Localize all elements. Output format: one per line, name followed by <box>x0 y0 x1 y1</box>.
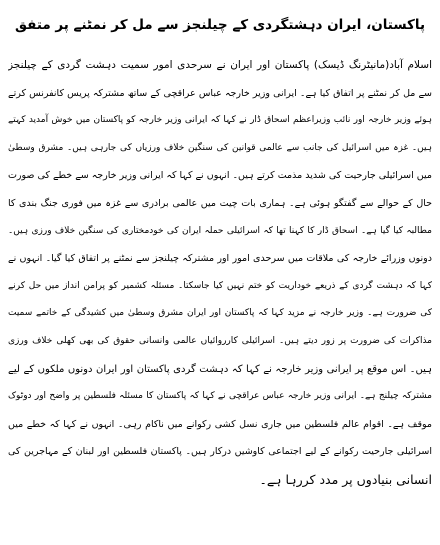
article-line: مشترکہ چیلنج ہے۔ ایرانی وزیر خارجہ عباس عراقچی نے کہا کہ پاکستان کا مسئلہ فلسطین پر واضح اور دوٹوک <box>8 391 432 402</box>
article-line: اسلام آباد(مانیٹرنگ ڈیسک) پاکستان اور ایران نے سرحدی امور سمیت دہشت گردی کے چیلنجز <box>8 59 432 71</box>
article-line: مذاکرات کی ضرورت پر زور دیتے ہیں۔ اسرائیلی کارروائیاں عالمی وانسانی حقوق کی بھی کھلی خلاف ورزی <box>8 335 432 346</box>
article-line: دونوں وزرائے خارجہ کی ملاقات میں سرحدی امور اور مشترکہ چیلنجز سے نمٹنے پر اتفاق کیا گیا۔ انہوں نے <box>8 253 432 265</box>
article-line: موقف ہے۔ اقوام عالم فلسطین میں جاری نسل کشی رکوانے میں ناکام رہی۔ انہوں نے کہا کہ خطے میں <box>8 418 432 430</box>
article-line: کی ضرورت ہے۔ وزیر خارجہ نے مزید کہا کہ پاکستان اور ایران مشرق وسطیٰ میں کشیدگی کے خاتمے سمیت <box>8 308 432 319</box>
article-line: انسانی بنیادوں پر مدد کررہا ہے۔ <box>259 471 432 487</box>
article-body <box>8 52 432 494</box>
article-headline: پاکستان، ایران دہشتگردی کے چیلنجز سے مل کر نمٹنے پر متفق <box>14 17 426 33</box>
article-line: حال کے حوالے سے گفتگو ہوئی ہے۔ ہماری بات چیت میں عالمی برادری سے غزہ میں فوری جنگ بندی کا <box>8 197 432 209</box>
article-line: میں اسرائیلی جارحیت کی شدید مذمت کرتے ہیں۔ انہوں نے کہا کہ ایرانی وزیر خارجہ سے خطے کی صورت <box>8 170 432 182</box>
article-line: کہا کہ دہشت گردی کے ذریعے خوداریت کو ختم نہیں کیا جاسکتا۔ مسئلہ کشمیر کو پرامن انداز میں حل کرنے <box>8 280 432 291</box>
article-line: اسرائیلی جارحیت رکوانے کے لیے اجتماعی کاوشیں درکار ہیں۔ پاکستان فلسطین اور لبنان کے مہاجرین کی <box>8 446 432 458</box>
article-line: مطالبہ کیا گیا ہے۔ اسحاق ڈار کا کہنا تھا کہ اسرائیلی حملہ ایران کی خودمختاری کی سنگین خلاف ورزی ہیں۔ <box>8 225 432 236</box>
article-line: ہوئے وزیر خارجہ اور نائب وزیراعظم اسحاق ڈار نے کہا کہ ایرانی وزیر خارجہ کو پاکستان میں خوش آمدید کہتے <box>8 115 432 126</box>
article-line: سے مل کر نمٹنے پر اتفاق کیا ہے۔ ایرانی وزیر خارجہ عباس عراقچی کے ساتھ مشترکہ پریس کانفرنس کرتے <box>8 87 432 99</box>
article-line: ہیں۔ غزہ میں اسرائیل کی جانب سے عالمی قوانین کی سنگین خلاف ورزیاں کی جارہی ہیں۔ مشرق وسطیٰ <box>8 142 432 153</box>
article-line: ہیں۔ اس موقع پر ایرانی وزیر خارجہ نے کہا کہ دہشت گردی پاکستان اور ایران دونوں ملکوں کے لیے <box>8 363 432 375</box>
